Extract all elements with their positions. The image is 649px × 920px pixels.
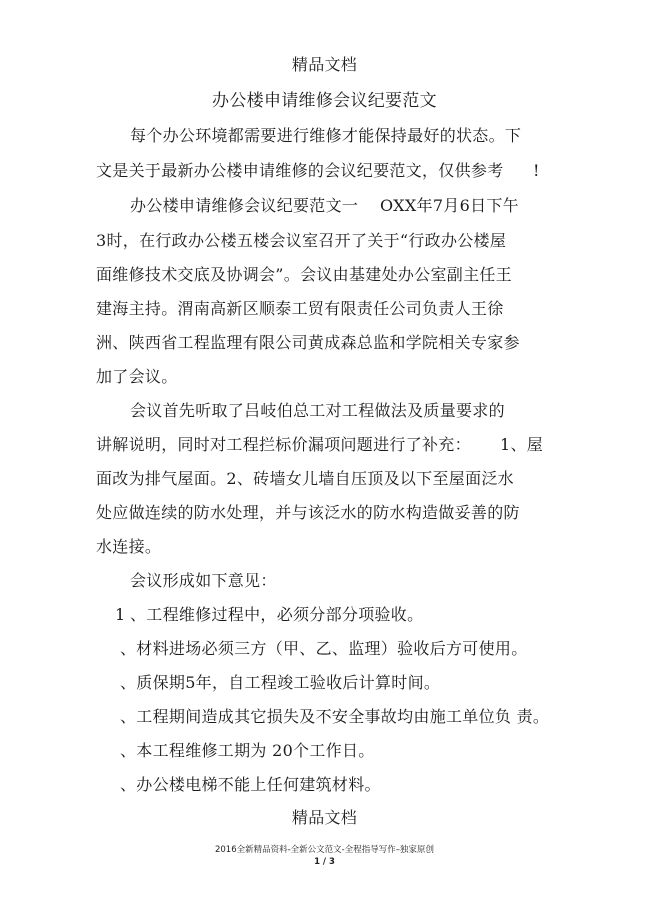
body-line: 文是关于最新办公楼申请维修的会议纪要范文，仅供参考	[96, 161, 504, 180]
body-line: 3时，在行政办公楼五楼会议室召开了关于“行政办公楼屋	[96, 231, 507, 250]
footer-note: 2016全新精品资料-全新公文范文-全程指导写作–独家原创	[214, 845, 435, 855]
body-line: !	[533, 161, 540, 180]
body-line: OXX年7月6日下午	[380, 196, 519, 215]
body-line: 加了会议。	[96, 367, 178, 386]
body-line: 面改为排气屋面。2、砖墙女儿墙自压顶及以下至屋面泛水	[96, 469, 514, 488]
document-title: 办公楼申请维修会议纪要范文	[212, 91, 437, 111]
body-line: 水连接。	[96, 537, 162, 556]
list-item: 、本工程维修工期为 20个工作日。	[120, 741, 375, 760]
list-item-number: 1	[115, 605, 126, 624]
list-item: 、质保期5年，自工程竣工验收后计算时间。	[120, 673, 441, 692]
body-line: 建海主持。渭南高新区顺泰工贸有限责任公司负责人王徐	[96, 299, 504, 318]
body-line: 会议形成如下意见：	[130, 571, 277, 590]
page-header: 精品文档	[291, 55, 358, 74]
body-line: 处应做连续的防水处理，并与该泛水的防水构造做妥善的防	[96, 503, 520, 522]
page-number: 1 / 3	[314, 857, 335, 867]
list-item: 、工程期间造成其它损失及不安全事故均由施工单位负 责。	[120, 707, 550, 726]
page-footer-label: 精品文档	[291, 808, 358, 827]
list-item: 、工程维修过程中，必须分部分项验收。	[130, 605, 424, 624]
list-item: 、办公楼电梯不能上任何建筑材料。	[120, 775, 381, 794]
body-line: 面维修技术交底及协调会”。会议由基建处办公室副主任王	[96, 265, 512, 284]
body-line: 洲、陕西省工程监理有限公司黄成森总监和学院相关专家参	[96, 333, 520, 352]
body-line: 办公楼申请维修会议纪要范文一	[130, 196, 359, 215]
body-line: 1、屋	[500, 435, 544, 454]
body-line: 每个办公环境都需要进行维修才能保持最好的状态。下	[130, 126, 522, 145]
body-line: 讲解说明，同时对工程拦标价漏项问题进行了补充：	[96, 435, 471, 454]
body-line: 会议首先听取了吕岐伯总工对工程做法及质量要求的	[130, 401, 505, 420]
list-item: 、材料进场必须三方（甲、乙、监理）验收后方可使用。	[120, 639, 528, 658]
